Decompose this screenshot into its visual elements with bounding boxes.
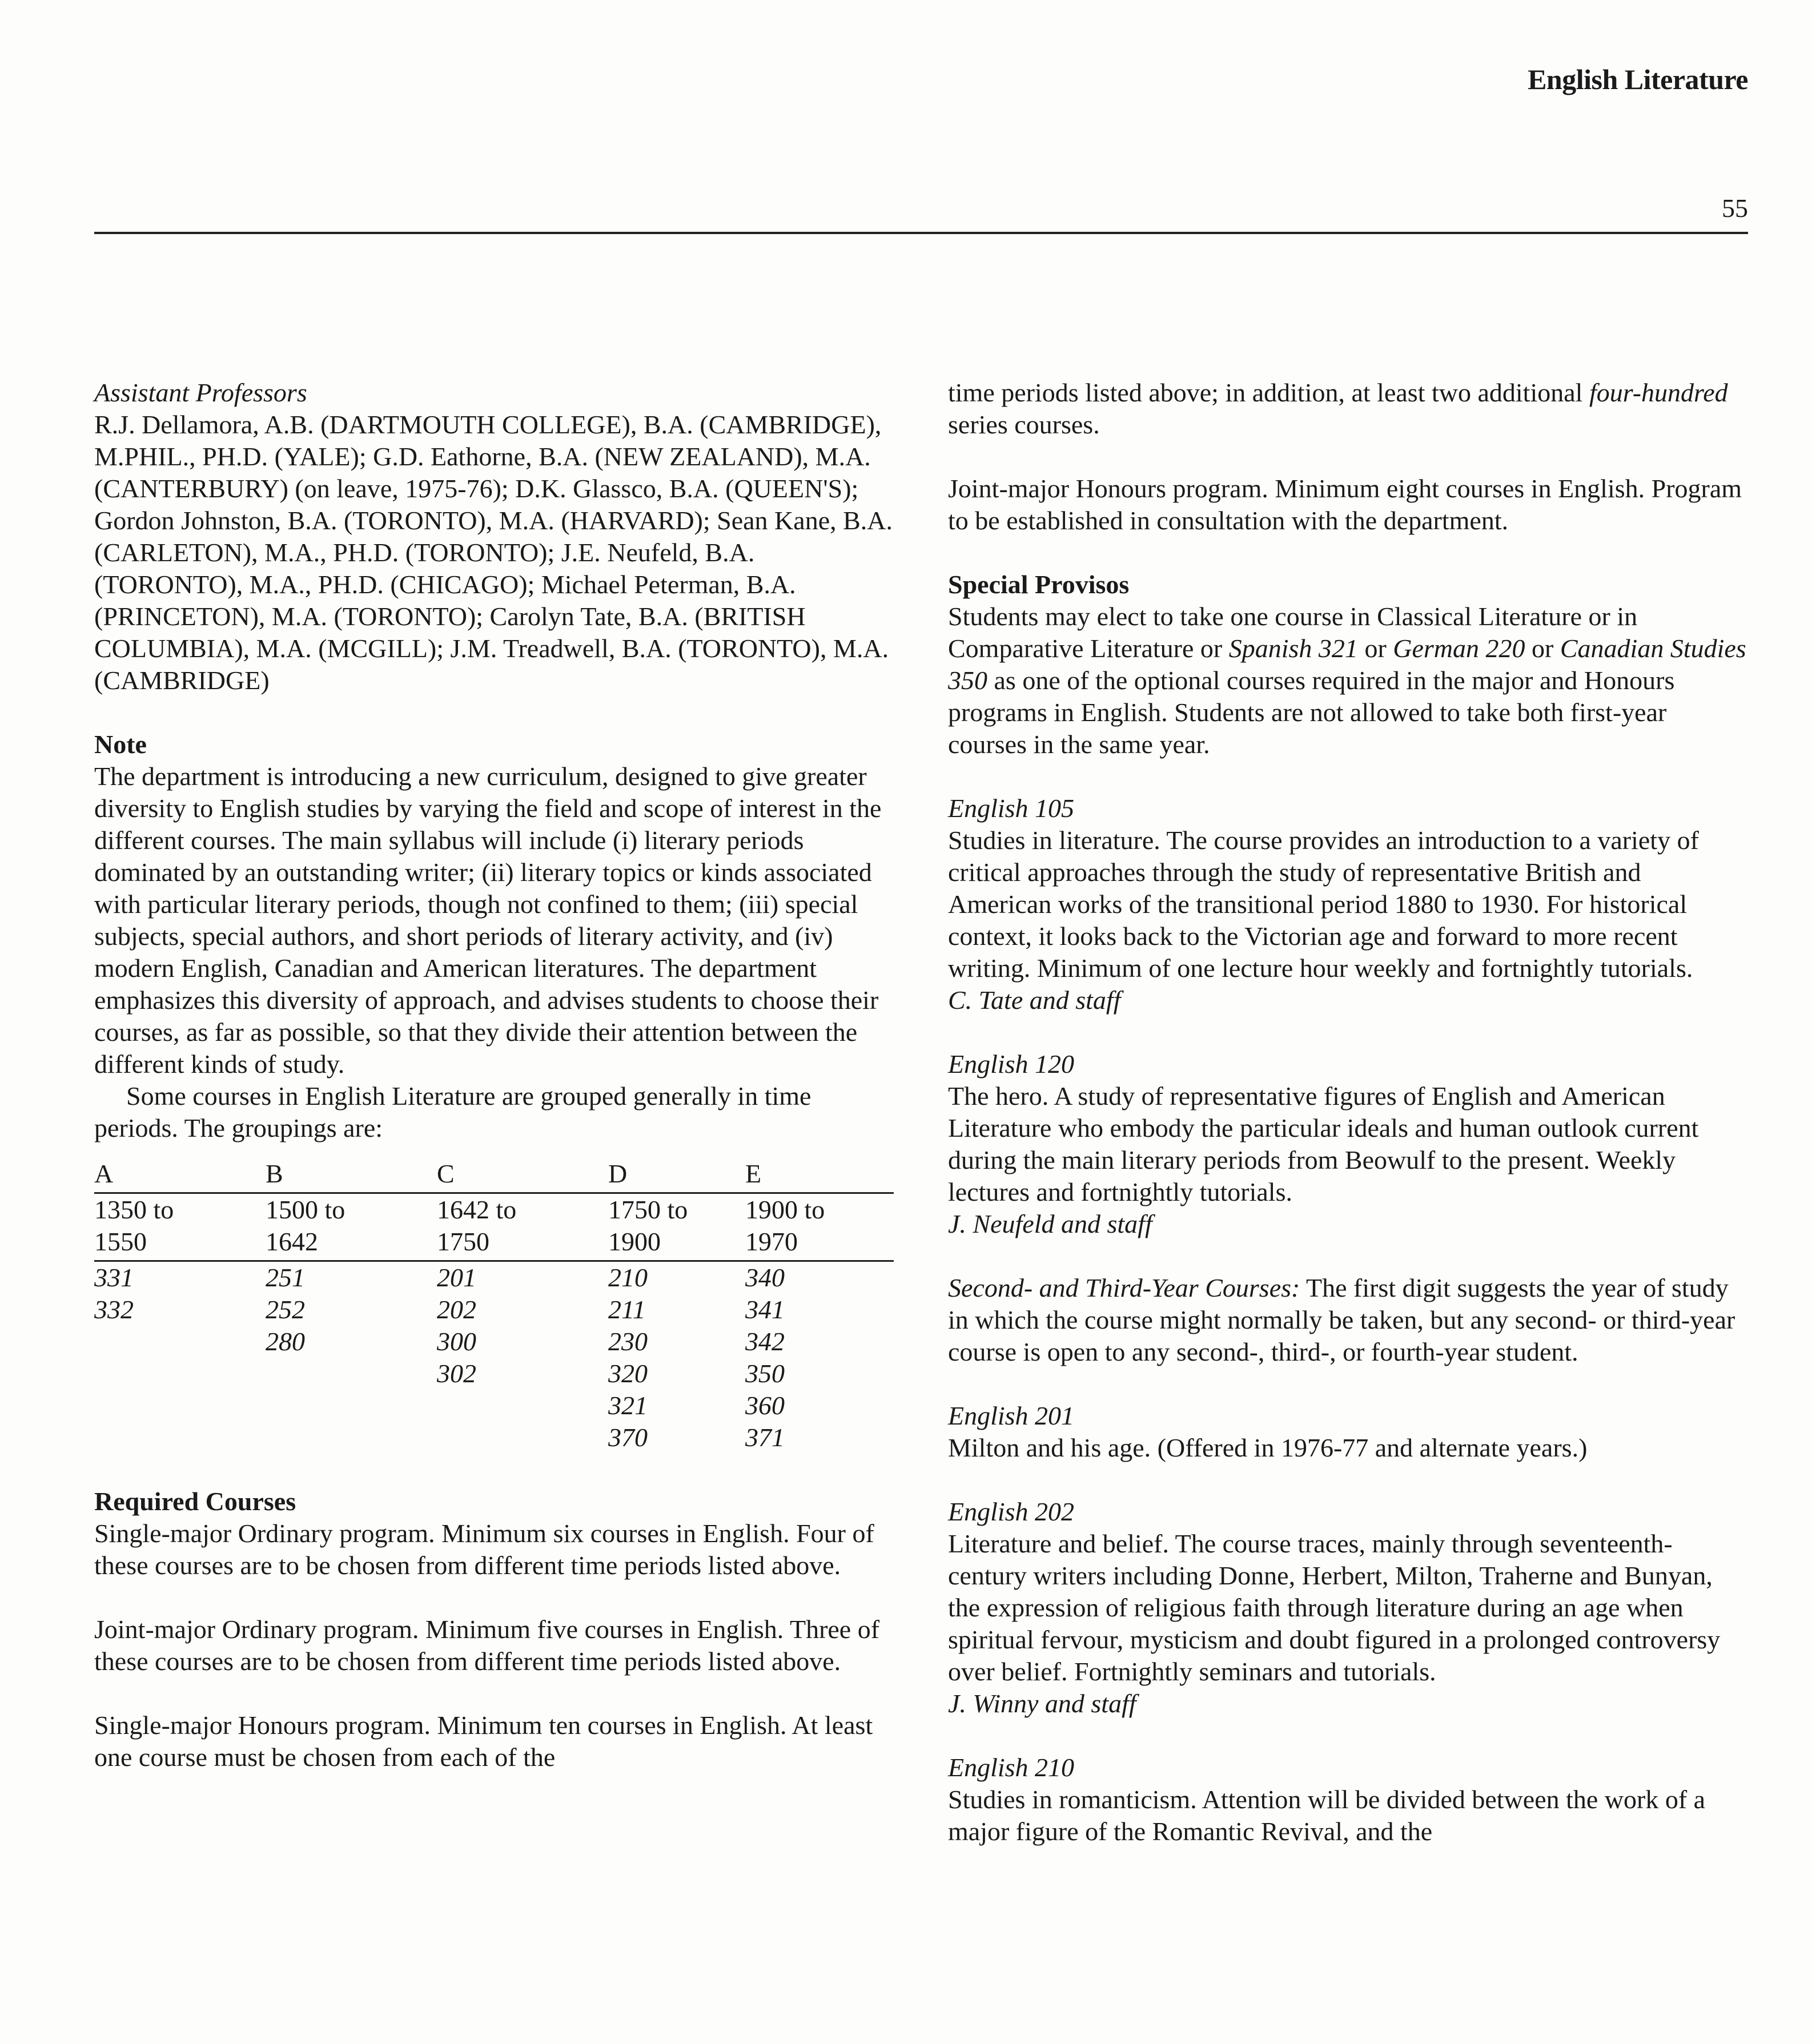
- table-cell: 210: [608, 1263, 648, 1292]
- table-cell: [94, 1390, 266, 1422]
- table-cell: 1750 to: [608, 1195, 688, 1224]
- note-section: [94, 729, 894, 1144]
- table-row: [94, 1422, 894, 1454]
- text-run: as one of the optional courses required in the major and Honours programs in English. Students are not allowed to take both first-year courses in the same year.: [948, 666, 1675, 759]
- course-title: English 120: [948, 1049, 1075, 1079]
- faculty-roster: R.J. Dellamora, A.B. (DARTMOUTH COLLEGE), B.A. (CAMBRIDGE), M.PHIL., PH.D. (YALE); G.D. Eathorne, B.A. (NEW ZEALAND), M.A. (CANTERBURY) (on leave, 1975-76); D.K. Glassco, B.A. (QUEEN'S); Gordon Johnston, B.A. (TORONTO), M.A. (HARVARD); Sean Kane, B.A. (CARLETON), M.A., PH.D. (TORONTO); J.E. Neufeld, B.A. (TORONTO), M.A., PH.D. (CHICAGO); Michael Peterman, B.A. (PRINCETON), M.A. (TORONTO); Carolyn Tate, B.A. (BRITISH COLUMBIA), M.A. (MCGILL); J.M. Treadwell, B.A. (TORONTO), M.A. (CAMBRIDGE): [94, 410, 893, 695]
- table-cell: 1642: [266, 1226, 437, 1261]
- table-cell: [437, 1390, 608, 1422]
- table-date-to-row: [94, 1226, 894, 1261]
- time-periods-table: [94, 1158, 894, 1454]
- table-header-row: [94, 1158, 894, 1193]
- table-cell: 332: [94, 1295, 134, 1324]
- required-courses-section: [94, 1486, 894, 1773]
- table-cell: [266, 1358, 437, 1390]
- table-cell: 252: [266, 1295, 305, 1324]
- table-row: [94, 1358, 894, 1390]
- table-cell: [266, 1390, 437, 1422]
- course-english-210: [948, 1752, 1747, 1848]
- table-cell: 1900: [608, 1226, 745, 1261]
- table-header-cell: C: [437, 1158, 608, 1193]
- table-header-cell: E: [745, 1158, 894, 1193]
- course-english-202: [948, 1496, 1747, 1720]
- text-run-italic: German 220: [1393, 634, 1525, 663]
- table-cell: 1970: [745, 1226, 894, 1261]
- course-title: English 201: [948, 1401, 1075, 1430]
- text-run-italic: Spanish 321: [1228, 634, 1358, 663]
- course-english-120: [948, 1048, 1747, 1240]
- assistant-professors-section: [94, 377, 894, 697]
- text-run-italic: four-hundred: [1589, 378, 1728, 407]
- table-cell: 371: [745, 1423, 785, 1452]
- course-english-201: [948, 1400, 1747, 1464]
- table-cell: 370: [608, 1423, 648, 1452]
- note-paragraph-1: The department is introducing a new curriculum, designed to give greater diversity to English studies by varying the field and scope of interest in the different courses. The main syllabus will include (i) literary periods dominated by an outstanding writer; (ii) literary topics or kinds associated with particular literary periods, though not confined to them; (iii) special subjects, special authors, and short periods of literary activity, and (iv) modern English, Canadian and American literatures. The department emphasizes this diversity of approach, and advises students to choose their courses, as far as possible, so that they divide their attention between the different kinds of study.: [94, 762, 882, 1079]
- table-cell: 320: [608, 1359, 648, 1388]
- table-cell: [437, 1422, 608, 1454]
- note-heading: Note: [94, 730, 147, 759]
- table-header-cell: A: [94, 1158, 266, 1193]
- table-header-cell: B: [266, 1158, 437, 1193]
- table-cell: 280: [266, 1327, 305, 1356]
- table-cell: 342: [745, 1327, 785, 1356]
- table-cell: 1500 to: [266, 1195, 345, 1224]
- required-paragraph-3: Single-major Honours program. Minimum ten courses in English. At least one course must be chosen from each of the: [94, 1711, 873, 1772]
- table-cell: [266, 1422, 437, 1454]
- course-instructor: C. Tate and staff: [948, 985, 1121, 1015]
- table-cell: 1750: [437, 1226, 608, 1261]
- course-description: Literature and belief. The course traces, mainly through seventeenth-century writers including Donne, Herbert, Milton, Traherne and Bunyan, the expression of religious faith through literature during an age when spiritual fervour, mysticism and doubt figured in a prolonged controversy over belief. Fortnightly seminars and tutorials.: [948, 1529, 1721, 1686]
- table-cell: 340: [745, 1263, 785, 1292]
- table-cell: 1350 to: [94, 1195, 174, 1224]
- assistant-professors-heading: Assistant Professors: [94, 378, 307, 407]
- table-cell: 341: [745, 1295, 785, 1324]
- table-header-cell: D: [608, 1158, 745, 1193]
- table-cell: 251: [266, 1263, 305, 1292]
- course-english-105: [948, 792, 1747, 1016]
- text-run-italic: Second- and Third-Year Courses:: [948, 1273, 1300, 1302]
- course-description: Milton and his age. (Offered in 1976-77 and alternate years.): [948, 1433, 1588, 1462]
- course-title: English 105: [948, 794, 1075, 823]
- page-number: 55: [1722, 194, 1748, 223]
- table-cell: 350: [745, 1359, 785, 1388]
- table-row: [94, 1294, 894, 1326]
- special-provisos-text: [948, 601, 1747, 761]
- left-column: [94, 377, 894, 1773]
- course-description: Studies in literature. The course provides an introduction to a variety of critical approaches through the study of representative British and American works of the transitional period 1880 to 1930. For historical context, it looks back to the Victorian age and forward to more recent writing. Minimum of one lecture hour weekly and fortnightly tutorials.: [948, 826, 1699, 983]
- table-cell: 360: [745, 1391, 785, 1420]
- table-cell: 1900 to: [745, 1195, 825, 1224]
- text-run: or: [1357, 634, 1393, 663]
- right-column: [948, 377, 1747, 1848]
- required-paragraph-4: Joint-major Honours program. Minimum eight courses in English. Program to be established in consultation with the department.: [948, 474, 1742, 535]
- table-row: [94, 1326, 894, 1358]
- text-run: series courses.: [948, 410, 1100, 439]
- required-courses-heading: Required Courses: [94, 1487, 296, 1516]
- note-paragraph-2: Some courses in English Literature are grouped generally in time periods. The groupings are:: [94, 1081, 811, 1142]
- table-cell: 230: [608, 1327, 648, 1356]
- table-cell: 1550: [94, 1226, 266, 1261]
- table-cell: 201: [437, 1263, 476, 1292]
- table-cell: [94, 1422, 266, 1454]
- required-paragraph-1: Single-major Ordinary program. Minimum six courses in English. Four of these courses are to be chosen from different time periods listed above.: [94, 1519, 874, 1580]
- text-run: time periods listed above; in addition, at least two additional: [948, 378, 1589, 407]
- text-run: Students may elect to take one course in Classical Literature or in Comparative Literature or: [948, 602, 1638, 663]
- table-cell: 321: [608, 1391, 648, 1420]
- header-rule: [94, 232, 1748, 234]
- text-run-italic: Canadian Studies 350: [948, 634, 1746, 695]
- special-provisos-heading: Special Provisos: [948, 570, 1130, 599]
- special-provisos-section: [948, 569, 1747, 761]
- course-description: The hero. A study of representative figures of English and American Literature who embody the particular ideals and human outlook current during the main literary periods from Beowulf to the present. Weekly lectures and fortnightly tutorials.: [948, 1081, 1699, 1206]
- required-paragraph-2: Joint-major Ordinary program. Minimum five courses in English. Three of these courses are to be chosen from different time periods listed above.: [94, 1615, 880, 1676]
- table-cell: [94, 1358, 266, 1390]
- course-description: Studies in romanticism. Attention will be divided between the work of a major figure of the Romantic Revival, and the: [948, 1785, 1706, 1846]
- table-cell: 302: [437, 1359, 476, 1388]
- text-run: or: [1525, 634, 1560, 663]
- table-cell: 211: [608, 1295, 646, 1324]
- table-row: [94, 1390, 894, 1422]
- course-title: English 210: [948, 1753, 1075, 1782]
- table-cell: [94, 1326, 266, 1358]
- table-row: [94, 1261, 894, 1294]
- table-cell: 1642 to: [437, 1195, 517, 1224]
- course-instructor: J. Neufeld and staff: [948, 1209, 1152, 1238]
- text-run: The first digit suggests the year of study in which the course might normally be taken, but any second- or third-year course is open to any second-, third-, or fourth-year student.: [948, 1273, 1735, 1366]
- running-head: English Literature: [1528, 63, 1748, 95]
- table-date-from-row: [94, 1193, 894, 1226]
- table-cell: 202: [437, 1295, 476, 1324]
- second-third-year-note: [948, 1272, 1747, 1368]
- required-paragraph-3-continued: [948, 377, 1747, 441]
- course-title: English 202: [948, 1497, 1075, 1526]
- course-instructor: J. Winny and staff: [948, 1689, 1136, 1718]
- table-cell: 300: [437, 1327, 476, 1356]
- table-cell: 331: [94, 1263, 134, 1292]
